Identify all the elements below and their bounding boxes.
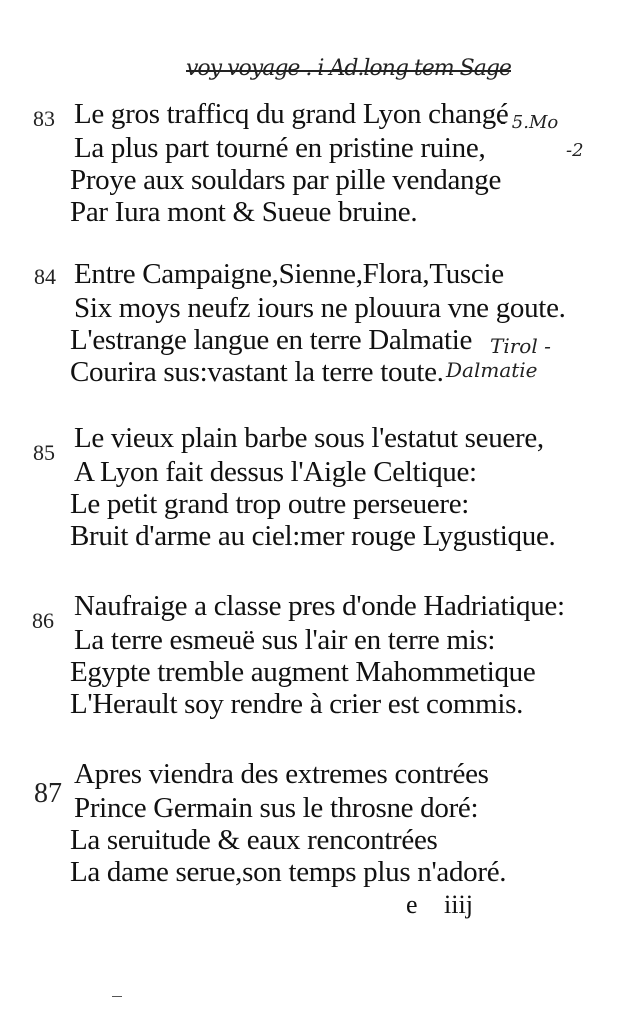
- verse-line: Naufraige a classe pres d'onde Hadriatique:: [74, 590, 565, 622]
- verse-line: L'Herault soy rendre à crier est commis.: [70, 688, 524, 720]
- handwritten-annotation-margin: -2: [566, 140, 584, 161]
- quatrain-number: 87: [34, 778, 62, 809]
- verse-line: La terre esmeuë sus l'air en terre mis:: [74, 624, 496, 656]
- verse-line: Egypte tremble augment Mahommetique: [70, 656, 536, 688]
- verse-line: Prince Germain sus le throsne doré:: [74, 792, 479, 824]
- handwritten-annotation-margin: - 5.Mo: [500, 112, 559, 133]
- handwritten-annotation-margin: Tirol -: [490, 334, 551, 358]
- verse-line: La plus part tourné en pristine ruine,: [74, 132, 486, 164]
- quatrain-number: 85: [33, 440, 55, 465]
- handwritten-annotation-top: voy voyage . i Ad.long tem Sage: [186, 56, 511, 81]
- verse-line: Le gros trafficq du grand Lyon changé: [74, 98, 509, 130]
- verse-line: Six moys neufz iours ne plouura vne goute.: [74, 292, 566, 324]
- verse-line: Le petit grand trop outre perseuere:: [70, 488, 470, 520]
- signature-mark: e iiij: [406, 890, 473, 919]
- verse-line: Entre Campaigne,Sienne,Flora,Tuscie: [74, 258, 504, 290]
- stray-mark: [112, 996, 122, 997]
- verse-line: Proye aux souldars par pille vendange: [70, 164, 502, 196]
- quatrain-number: 84: [34, 264, 56, 289]
- verse-line: L'estrange langue en terre Dalmatie: [70, 324, 473, 356]
- verse-line: Le vieux plain barbe sous l'estatut seuere,: [74, 422, 544, 454]
- verse-line: La dame serue,son temps plus n'adoré.: [70, 856, 507, 888]
- quatrain-number: 83: [33, 106, 55, 131]
- handwritten-annotation-margin: Dalmatie: [446, 358, 538, 382]
- verse-line: Bruit d'arme au ciel:mer rouge Lygustique.: [70, 520, 556, 552]
- verse-line: La seruitude & eaux rencontrées: [70, 824, 438, 856]
- quatrain-number: 86: [32, 608, 54, 633]
- verse-line: Apres viendra des extremes contrées: [74, 758, 489, 790]
- verse-line: Courira sus:vastant la terre toute.: [70, 356, 444, 388]
- verse-line: Par Iura mont & Sueue bruine.: [70, 196, 418, 228]
- verse-line: A Lyon fait dessus l'Aigle Celtique:: [74, 456, 477, 488]
